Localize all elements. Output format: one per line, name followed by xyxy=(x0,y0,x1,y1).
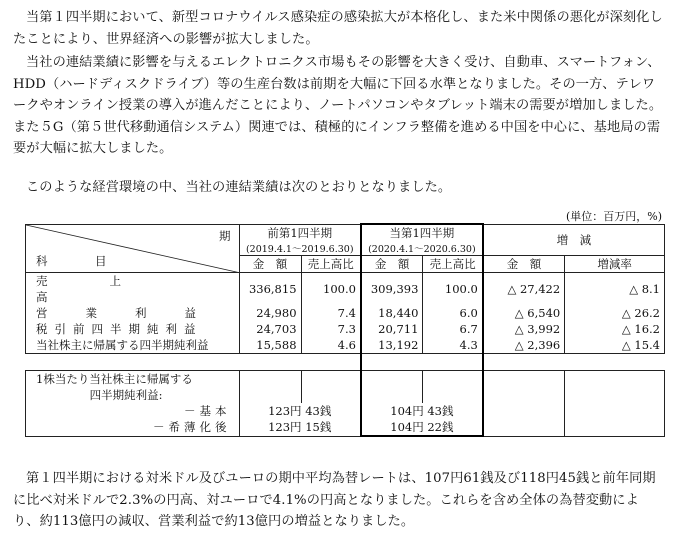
eps-heading-row xyxy=(26,371,665,388)
row-label: 当社株主に帰属する四半期純利益 xyxy=(36,338,209,352)
results-intro-paragraph: このような経営環境の中、当社の連結業績は次のとおりとなりました。 xyxy=(26,180,452,195)
table-corner-cell xyxy=(26,224,240,273)
curr-period-header: 当第1四半期 (2020.4.1～2020.6.30) xyxy=(361,224,483,256)
corner-period-label: 期 xyxy=(219,228,231,243)
table-row: －基本 123円 43銭 104円 43銭 xyxy=(26,403,665,419)
market-paragraph: 当社の連結業績に影響を与えるエレクトロニクス市場もその影響を大きく受け、自動車、スマートフォン、HDD（ハードディスクドライブ）等の生産台数は前期を大幅に下回る水準となりました。その一方、テレワークやオンライン授業の導入が進んだことにより、ノートパソコンやタブレット端末の需要が増加しました。また５G（第５世代移動通信システム）関連では、積極的にインフラ整備を進める中国を中心に、基地局の需要が大幅に拡大しました。 xyxy=(13,55,663,156)
eps-heading: 1株当たり当社株主に帰属する xyxy=(36,372,193,386)
financial-results-table xyxy=(25,223,665,437)
table-row: 当社株主に帰属する四半期純利益 15,588 4.6 13,192 4.3 △ 2,396 △ 15.4 xyxy=(26,337,665,354)
eps-subheading-row xyxy=(26,387,665,403)
eps-basic-label: －基本 xyxy=(184,404,231,418)
row-label: 営業利益 xyxy=(36,306,234,320)
prev-period-header: 前第1四半期 (2019.4.1～2019.6.30) xyxy=(239,224,361,256)
curr-amount-header: 金 額 xyxy=(361,256,423,273)
change-rate-header: 増減率 xyxy=(565,256,665,273)
change-amount-header: 金 額 xyxy=(483,256,565,273)
table-row: 税引前四半期純利益 24,703 7.3 20,711 6.7 △ 3,992 △ 16.2 xyxy=(26,321,665,337)
table-row: 営業利益 24,980 7.4 18,440 6.0 △ 6,540 △ 26.2 xyxy=(26,305,665,321)
prev-amount-header: 金 額 xyxy=(239,256,301,273)
eps-diluted-label: －希薄化後 xyxy=(153,420,231,435)
prev-ratio-header: 売上高比 xyxy=(301,256,361,273)
row-label: 売上高 xyxy=(36,274,183,304)
change-header: 増 減 xyxy=(483,224,665,256)
exchange-rate-paragraph: 第１四半期における対米ドル及びユーロの期中平均為替レートは、107円61銭及び118円45銭と前年同期に比べ対米ドルで2.3%の円高、対ユーロで4.1%の円高となりました。これらを含め全体の為替変動により、約113億円の減収、営業利益で約13億円の増益となりました。 xyxy=(13,471,656,529)
table-row: －希薄化後 123円 15銭 104円 22銭 xyxy=(26,419,665,436)
intro-paragraph: 当第１四半期において、新型コロナウイルス感染症の感染拡大が本格化し、また米中関係の悪化が深刻化したことにより、世界経済への影響が拡大しました。 xyxy=(13,10,663,47)
corner-item-label: 科 目 xyxy=(36,254,125,268)
row-label: 税引前四半期純利益 xyxy=(36,322,203,336)
eps-subheading: 四半期純利益: xyxy=(89,388,163,402)
table-unit-note: (単位：百万円，%) xyxy=(565,210,662,223)
table-row: 売上高 336,815 100.0 309,393 100.0 △ 27,422 △ 8.1 xyxy=(26,273,665,306)
curr-ratio-header: 売上高比 xyxy=(423,256,483,273)
